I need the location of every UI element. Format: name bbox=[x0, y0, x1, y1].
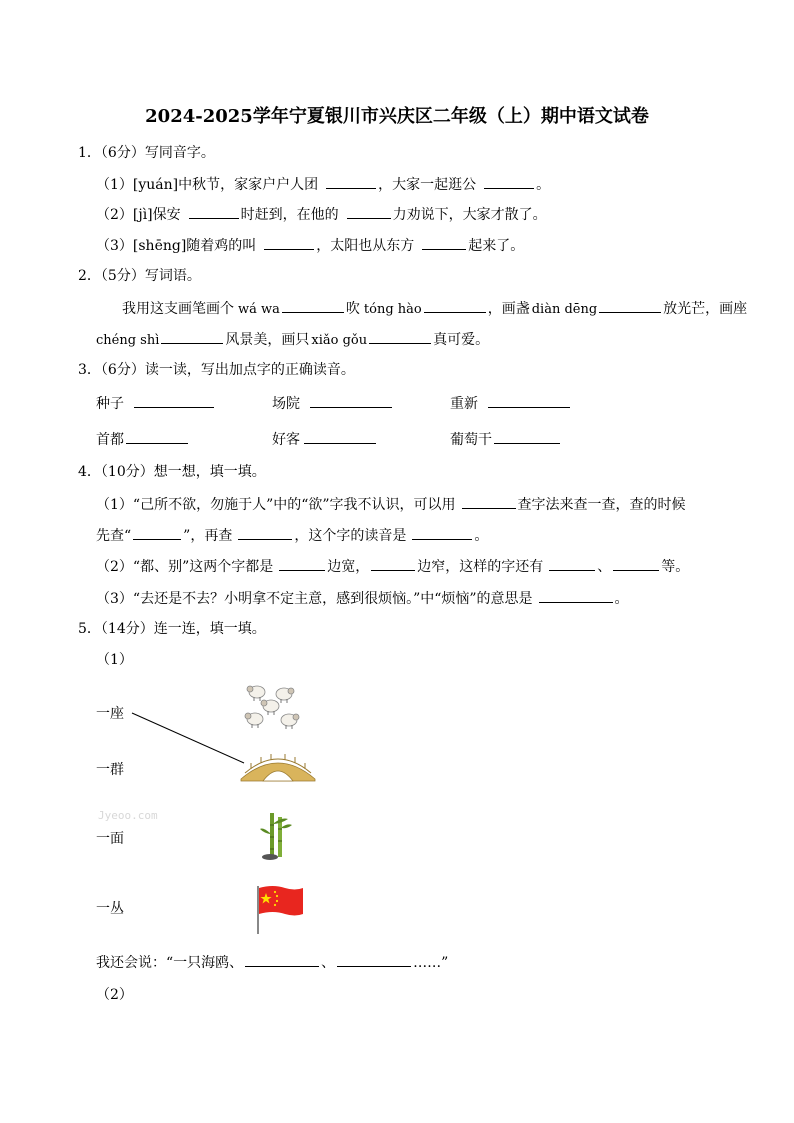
answer-blank[interactable] bbox=[245, 952, 319, 967]
bamboo-image bbox=[260, 811, 292, 861]
measure-word-2: 一群 bbox=[96, 762, 124, 778]
q4-line-3-text-e: 等。 bbox=[661, 559, 690, 575]
q3-word: 首都 bbox=[96, 432, 124, 448]
q1-line-2-text-a: （2）[jì]保安 bbox=[96, 207, 181, 223]
q5-ending: ……” bbox=[413, 955, 449, 971]
q4-line-3-text-c: 边窄，这样的字还有 bbox=[417, 559, 544, 575]
page-title: 2024-2025学年宁夏银川市兴庆区二年级（上）期中语文试卷 bbox=[145, 106, 649, 127]
q4-line-2-text-a: 先查“ bbox=[96, 528, 132, 544]
q5-heading: 5．（14分）连一连，填一填。 bbox=[78, 621, 266, 637]
q1-line-1-text-b: ，大家一起逛公 bbox=[378, 177, 477, 193]
q2-text-d: 放光芒，画座 bbox=[663, 301, 748, 317]
q4-line-4-text-b: 。 bbox=[614, 591, 629, 607]
q4-line-4-text-a: （3）“去还是不去？小明拿不定主意，感到很烦恼。”中“烦恼”的意思是 bbox=[96, 591, 533, 607]
q4-line-1-text-a: （1）“己所不欲，勿施于人”中的“欲”字我不认识，可以用 bbox=[96, 497, 456, 513]
pinyin: xiǎo gǒu bbox=[311, 333, 368, 348]
q4-line-1-text-b: 查字法来查一查，查的时候 bbox=[517, 497, 686, 513]
q2-heading: 2．（5分）写词语。 bbox=[78, 268, 201, 284]
q3-word: 好客 bbox=[272, 432, 300, 448]
measure-word-3: 一面 bbox=[96, 831, 124, 847]
q1-heading: 1．（6分）写同音字。 bbox=[78, 145, 215, 161]
q1-line-2-text-b: 时赶到，在他的 bbox=[240, 207, 339, 223]
q2-text-f: 真可爱。 bbox=[433, 332, 490, 348]
q4-line-3-text-a: （2）“都、别”这两个字都是 bbox=[96, 559, 274, 575]
q3-heading: 3．（6分）读一读，写出加点字的正确读音。 bbox=[78, 362, 355, 378]
q1-line-2-text-c: 力劝说下，大家才散了。 bbox=[392, 207, 547, 223]
q5-say-text: 我还会说：“一只海鸥、 bbox=[96, 955, 244, 971]
q2-text-e: 风景美，画只 bbox=[225, 332, 310, 348]
q2-text-c: ，画盏 bbox=[487, 301, 530, 317]
q5-separator: 、 bbox=[321, 955, 336, 971]
pinyin: tóng hào bbox=[363, 302, 422, 317]
pinyin: diàn dēng bbox=[531, 302, 598, 317]
q1-line-1-text-c: 。 bbox=[536, 177, 551, 193]
q3-word: 种子 bbox=[96, 396, 124, 412]
q1-line-3-text-b: ，太阳也从东方 bbox=[316, 238, 415, 254]
answer-blank[interactable] bbox=[337, 952, 411, 967]
q5-sub-1: （1） bbox=[96, 652, 133, 668]
q1-line-3-text-a: （3）[shēng]随着鸡的叫 bbox=[96, 238, 257, 254]
q3-word: 场院 bbox=[272, 396, 300, 412]
q2-text-b: 吹 bbox=[345, 301, 360, 317]
q4-heading: 4．（10分）想一想，填一填。 bbox=[78, 464, 266, 480]
q1-line-3-text-c: 起来了。 bbox=[468, 238, 525, 254]
q4-line-2-text-b: ”，再查 bbox=[183, 528, 233, 544]
q5-extension-line bbox=[96, 952, 448, 973]
measure-word-4: 一丛 bbox=[96, 901, 124, 917]
q3-word: 重新 bbox=[450, 396, 478, 412]
bridge-image bbox=[241, 751, 315, 781]
q4-line-2-text-d: 。 bbox=[474, 528, 489, 544]
measure-word-1: 一座 bbox=[96, 706, 124, 722]
sheep-flock-image bbox=[246, 683, 302, 731]
q2-text-a: 我用这支画笔画个 bbox=[122, 301, 234, 317]
pinyin: chéng shì bbox=[96, 333, 160, 348]
q4-line-3-text-b: 边宽， bbox=[327, 559, 370, 575]
q4-line-2-text-c: ，这个字的读音是 bbox=[294, 528, 407, 544]
flag-image bbox=[255, 884, 305, 936]
q4-line-3-text-d: 、 bbox=[597, 559, 612, 575]
pinyin: wá wa bbox=[238, 302, 280, 317]
q3-word: 葡萄干 bbox=[450, 432, 492, 448]
q5-sub-2: （2） bbox=[96, 987, 133, 1003]
q1-line-1-text-a: （1）[yuán]中秋节，家家户户人团 bbox=[96, 177, 319, 193]
watermark: Jyeoo.com bbox=[98, 809, 158, 822]
